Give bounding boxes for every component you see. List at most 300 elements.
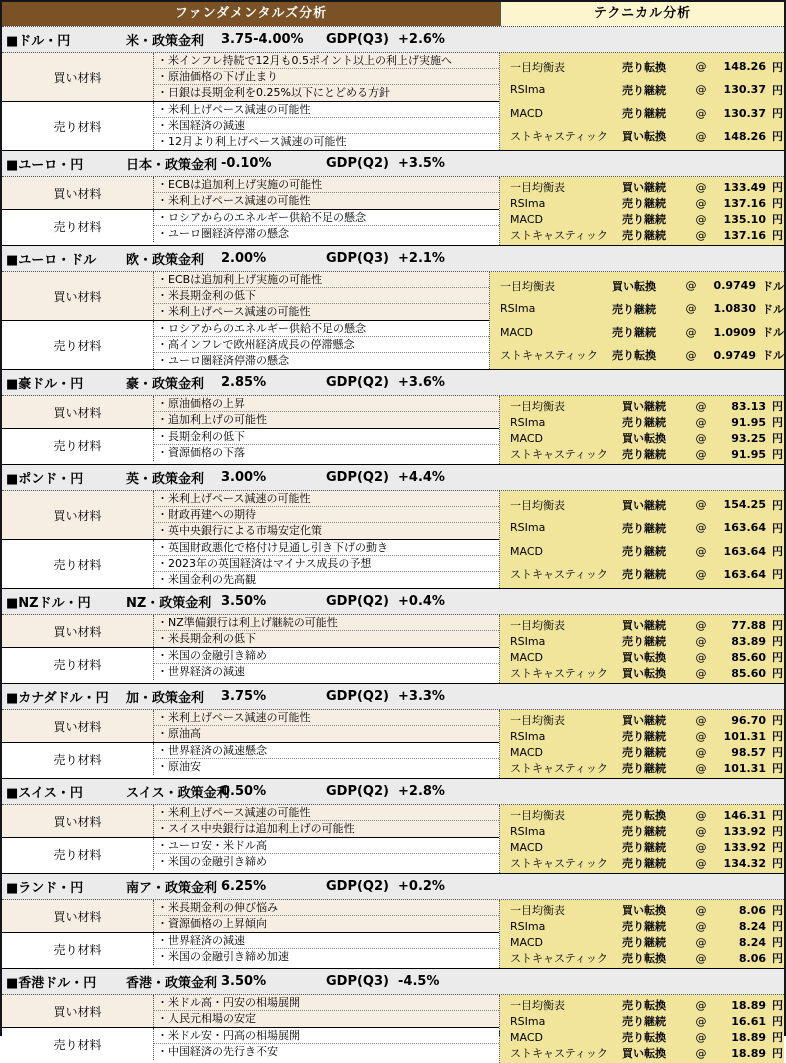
buy-materials-items xyxy=(154,396,499,428)
sell-materials-items xyxy=(154,838,499,870)
indicator-name: RSIma xyxy=(510,521,546,535)
buy-materials-items xyxy=(154,53,499,101)
at-symbol: @ xyxy=(695,228,707,242)
price-value: 130.37 xyxy=(723,83,766,97)
at-symbol: @ xyxy=(695,196,707,210)
at-symbol: @ xyxy=(685,302,697,316)
pair-name: ■ユーロ・ドル xyxy=(6,253,97,268)
buy-materials-items xyxy=(154,272,489,320)
indicator-name: ストキャスティック xyxy=(510,229,608,242)
price-value: 133.49 xyxy=(723,180,766,194)
sell-materials-group xyxy=(2,539,499,588)
materials-table xyxy=(2,53,500,150)
buy-materials-group xyxy=(2,272,489,320)
technical-indicator-row xyxy=(500,934,784,950)
price-value: 133.92 xyxy=(723,840,766,854)
currency-block xyxy=(2,683,784,778)
indicator-name: ストキャスティック xyxy=(510,130,608,144)
currency-block-body xyxy=(2,272,784,369)
indicator-name: RSIma xyxy=(510,1014,546,1028)
currency-unit: 円 xyxy=(772,498,783,512)
price-value: 83.89 xyxy=(731,634,766,648)
buy-materials-label: 買い材料 xyxy=(2,615,154,647)
at-symbol: @ xyxy=(695,729,707,743)
at-symbol: @ xyxy=(695,544,707,558)
indicator-name: 一目均衡表 xyxy=(500,279,555,293)
indicator-name: 一目均衡表 xyxy=(510,400,565,413)
currency-block-header xyxy=(2,779,784,805)
gdp-value: +4.4% xyxy=(398,470,445,485)
indicator-name: ストキャスティック xyxy=(510,857,608,870)
currency-unit: 円 xyxy=(772,83,783,97)
gdp-label: GDP(Q2) xyxy=(326,470,389,485)
currency-block-header xyxy=(2,151,784,177)
indicator-name: ストキャスティック xyxy=(500,349,598,363)
currency-block xyxy=(2,369,784,464)
material-item: ・ユーロ安・米ドル高 xyxy=(154,838,499,854)
buy-materials-group xyxy=(2,710,499,742)
technical-panel xyxy=(490,272,784,369)
price-value: 137.16 xyxy=(723,196,766,210)
buy-materials-group xyxy=(2,53,499,101)
currency-block xyxy=(2,588,784,683)
buy-materials-items xyxy=(154,805,499,837)
currency-block-header xyxy=(2,589,784,615)
gdp-label: GDP(Q3) xyxy=(326,251,389,266)
gdp-value: +3.5% xyxy=(398,156,445,171)
sell-materials-group xyxy=(2,742,499,775)
technical-panel xyxy=(500,491,784,588)
currency-block xyxy=(2,150,784,245)
currency-unit: 円 xyxy=(772,130,783,144)
gdp-value: +2.1% xyxy=(398,251,445,266)
signal-label: 売り継続 xyxy=(622,107,666,121)
buy-materials-group xyxy=(2,995,499,1027)
technical-indicator-row xyxy=(500,78,784,101)
indicator-name: 一目均衡表 xyxy=(510,999,565,1012)
material-item: ・人民元相場の安定 xyxy=(157,1012,256,1025)
currency-unit: ドル xyxy=(762,279,784,293)
material-item: ・2023年の英国経済はマイナス成長の予想 xyxy=(154,556,499,572)
signal-label: 売り継続 xyxy=(622,1015,666,1028)
technical-indicator-row xyxy=(500,446,784,462)
technical-indicator-row xyxy=(500,516,784,539)
material-item: ・ECBは追加利上げ実施の可能性 xyxy=(154,177,499,193)
technical-indicator-row xyxy=(500,902,784,918)
policy-rate-value: 2.85% xyxy=(221,375,267,390)
currency-block-body xyxy=(2,995,784,1063)
buy-materials-label: 買い材料 xyxy=(2,491,154,539)
technical-indicator-row xyxy=(500,227,784,243)
currency-unit: 円 xyxy=(772,667,783,680)
buy-materials-items xyxy=(154,491,499,539)
price-value: 18.89 xyxy=(731,998,766,1012)
material-item: ・米国金利の先高観 xyxy=(157,573,256,586)
indicator-name: MACD xyxy=(510,650,543,664)
currency-block-header xyxy=(2,27,784,53)
at-symbol: @ xyxy=(695,212,707,226)
material-item: ・米長期金利の低下 xyxy=(154,288,489,304)
technical-panel xyxy=(500,177,784,245)
material-item: ・米利上げペース減速の可能性 xyxy=(154,491,499,507)
sell-materials-items xyxy=(154,210,499,242)
gdp-label: GDP(Q2) xyxy=(326,879,389,894)
sell-materials-label: 売り材料 xyxy=(2,540,154,588)
price-value: 8.06 xyxy=(738,951,766,965)
report-header xyxy=(2,2,784,27)
signal-label: 買い転換 xyxy=(622,904,666,917)
policy-rate-value: 3.50% xyxy=(221,594,267,609)
policy-rate-value: 0.50% xyxy=(221,784,267,799)
material-item: ・英国財政悪化で格付け見通し引き下げの動き xyxy=(154,540,499,556)
price-value: 96.70 xyxy=(731,713,766,727)
sell-materials-items xyxy=(154,321,489,369)
buy-materials-group xyxy=(2,491,499,539)
at-symbol: @ xyxy=(695,998,707,1012)
currency-unit: ドル xyxy=(762,326,784,340)
at-symbol: @ xyxy=(695,447,707,461)
signal-label: 売り継続 xyxy=(622,762,666,775)
currency-unit: 円 xyxy=(772,730,783,743)
gdp-value: +0.2% xyxy=(398,879,445,894)
price-value: 18.89 xyxy=(731,1046,766,1060)
indicator-name: MACD xyxy=(510,840,543,854)
price-value: 163.64 xyxy=(723,521,766,535)
technical-panel xyxy=(500,53,784,150)
technical-panel xyxy=(500,995,784,1063)
indicator-name: RSIma xyxy=(510,919,546,933)
sell-materials-label: 売り材料 xyxy=(2,321,154,369)
price-value: 8.06 xyxy=(738,903,766,917)
at-symbol: @ xyxy=(695,1030,707,1044)
policy-rate-label: 米・政策金利 xyxy=(126,34,205,49)
material-item: ・ECBは追加利上げ実施の可能性 xyxy=(154,272,489,288)
technical-indicator-row xyxy=(500,1029,784,1045)
indicator-name: MACD xyxy=(510,935,543,949)
at-symbol: @ xyxy=(695,634,707,648)
signal-label: 買い継続 xyxy=(622,498,666,512)
currency-unit: 円 xyxy=(772,1031,783,1044)
at-symbol: @ xyxy=(695,919,707,933)
material-item: ・NZ準備銀行は利上げ継続の可能性 xyxy=(154,615,499,631)
technical-indicator-row xyxy=(500,617,784,633)
indicator-name: RSIma xyxy=(510,634,546,648)
currency-unit: 円 xyxy=(772,809,783,822)
technical-section-title: テクニカル分析 xyxy=(500,2,784,26)
policy-rate-value: 3.75-4.00% xyxy=(221,32,304,47)
at-symbol: @ xyxy=(695,856,707,870)
material-item: ・米国経済の減速 xyxy=(154,118,499,134)
at-symbol: @ xyxy=(695,745,707,759)
signal-label: 買い転換 xyxy=(622,667,666,680)
technical-indicator-row xyxy=(500,823,784,839)
material-item: ・米長期金利の低下 xyxy=(157,632,256,645)
sell-materials-label: 売り材料 xyxy=(2,429,154,461)
at-symbol: @ xyxy=(695,521,707,535)
signal-label: 買い転換 xyxy=(622,651,666,664)
signal-label: 買い継続 xyxy=(622,181,666,194)
indicator-name: ストキャスティック xyxy=(510,1047,608,1060)
price-value: 8.24 xyxy=(738,919,766,933)
currency-unit: ドル xyxy=(762,349,784,363)
pair-name: ■香港ドル・円 xyxy=(6,976,97,991)
technical-indicator-row xyxy=(500,855,784,871)
sell-materials-group xyxy=(2,428,499,461)
gdp-value: +2.8% xyxy=(398,784,445,799)
technical-panel xyxy=(500,900,784,968)
currency-unit: 円 xyxy=(772,936,783,949)
price-value: 77.88 xyxy=(731,618,766,632)
technical-indicator-row xyxy=(490,274,784,297)
currency-unit: 円 xyxy=(772,920,783,933)
signal-label: 売り継続 xyxy=(622,213,666,226)
technical-indicator-row xyxy=(500,195,784,211)
currency-unit: 円 xyxy=(772,999,783,1012)
sell-materials-label: 売り材料 xyxy=(2,1028,154,1060)
materials-table xyxy=(2,615,500,683)
indicator-name: RSIma xyxy=(510,196,546,210)
price-value: 93.25 xyxy=(731,431,766,445)
technical-indicator-row xyxy=(500,102,784,125)
gdp-label: GDP(Q2) xyxy=(326,784,389,799)
signal-label: 売り継続 xyxy=(622,197,666,210)
buy-materials-group xyxy=(2,615,499,647)
technical-indicator-row xyxy=(500,179,784,195)
policy-rate-label: 欧・政策金利 xyxy=(126,253,205,268)
currency-block xyxy=(2,464,784,588)
sell-materials-items xyxy=(154,743,499,775)
technical-indicator-row xyxy=(500,712,784,728)
technical-indicator-row xyxy=(500,918,784,934)
sell-materials-items xyxy=(154,933,499,965)
currency-block xyxy=(2,873,784,968)
policy-rate-value: 3.75% xyxy=(221,689,267,704)
currency-unit: 円 xyxy=(772,448,783,461)
currency-block-header xyxy=(2,246,784,272)
price-value: 154.25 xyxy=(723,498,766,512)
policy-rate-label: 英・政策金利 xyxy=(126,472,205,487)
signal-label: 売り転換 xyxy=(612,349,656,363)
currency-unit: 円 xyxy=(772,825,783,838)
price-value: 91.95 xyxy=(731,447,766,461)
currency-unit: 円 xyxy=(772,181,783,194)
materials-table xyxy=(2,396,500,464)
currency-unit: 円 xyxy=(772,904,783,917)
signal-label: 売り継続 xyxy=(622,545,666,559)
sell-materials-label: 売り材料 xyxy=(2,210,154,242)
signal-label: 買い転換 xyxy=(612,279,656,293)
technical-indicator-row xyxy=(500,744,784,760)
signal-label: 売り継続 xyxy=(622,825,666,838)
gdp-label: GDP(Q2) xyxy=(326,594,389,609)
policy-rate-label: 南ア・政策金利 xyxy=(126,881,218,896)
indicator-name: 一目均衡表 xyxy=(510,60,565,74)
material-item: ・スイス中央銀行は追加利上げの可能性 xyxy=(157,822,355,835)
gdp-value: +2.6% xyxy=(398,32,445,47)
signal-label: 売り転換 xyxy=(622,809,666,822)
currency-unit: 円 xyxy=(772,107,783,121)
gdp-label: GDP(Q2) xyxy=(326,156,389,171)
signal-label: 売り継続 xyxy=(622,857,666,870)
technical-indicator-row xyxy=(500,414,784,430)
materials-table xyxy=(2,900,500,968)
currency-unit: 円 xyxy=(772,432,783,445)
indicator-name: MACD xyxy=(510,745,543,759)
policy-rate-value: 2.00% xyxy=(221,251,267,266)
material-item: ・ロシアからのエネルギー供給不足の懸念 xyxy=(154,210,499,226)
gdp-label: GDP(Q3) xyxy=(326,32,389,47)
price-value: 0.9749 xyxy=(713,279,756,293)
at-symbol: @ xyxy=(695,431,707,445)
policy-rate-label: NZ・政策金利 xyxy=(126,596,212,611)
technical-indicator-row xyxy=(500,55,784,78)
fundamentals-section-title: ファンダメンタルズ分析 xyxy=(2,2,500,26)
pair-name: ■ユーロ・円 xyxy=(6,158,84,173)
indicator-name: ストキャスティック xyxy=(510,448,608,461)
currency-block-header xyxy=(2,874,784,900)
material-item: ・資源価格の上昇傾向 xyxy=(157,917,267,930)
currency-block-body xyxy=(2,615,784,683)
currency-unit: 円 xyxy=(772,619,783,632)
material-item: ・原油高 xyxy=(157,727,201,740)
material-item: ・ユーロ圏経済停滞の懸念 xyxy=(157,227,289,240)
indicator-name: ストキャスティック xyxy=(510,568,608,582)
currency-block-body xyxy=(2,53,784,150)
sell-materials-group xyxy=(2,647,499,680)
sell-materials-items xyxy=(154,540,499,588)
technical-indicator-row xyxy=(500,211,784,227)
indicator-name: 一目均衡表 xyxy=(510,619,565,632)
price-value: 137.16 xyxy=(723,228,766,242)
currency-unit: 円 xyxy=(772,1015,783,1028)
buy-materials-items xyxy=(154,177,499,209)
technical-indicator-row xyxy=(500,563,784,586)
currency-block-header xyxy=(2,465,784,491)
technical-indicator-row xyxy=(490,321,784,344)
at-symbol: @ xyxy=(685,348,697,362)
materials-table xyxy=(2,805,500,873)
at-symbol: @ xyxy=(695,618,707,632)
at-symbol: @ xyxy=(685,325,697,339)
signal-label: 買い転換 xyxy=(622,432,666,445)
materials-table xyxy=(2,272,490,369)
sell-materials-label: 売り材料 xyxy=(2,838,154,870)
price-value: 148.26 xyxy=(723,129,766,143)
pair-name: ■ランド・円 xyxy=(6,881,84,896)
sell-materials-label: 売り材料 xyxy=(2,743,154,775)
indicator-name: ストキャスティック xyxy=(510,667,608,680)
price-value: 101.31 xyxy=(723,761,766,775)
indicator-name: RSIma xyxy=(510,824,546,838)
technical-indicator-row xyxy=(500,633,784,649)
buy-materials-label: 買い材料 xyxy=(2,53,154,101)
sell-materials-label: 売り材料 xyxy=(2,102,154,150)
gdp-value: +0.4% xyxy=(398,594,445,609)
at-symbol: @ xyxy=(695,808,707,822)
material-item: ・米利上げペース減速の可能性 xyxy=(157,305,311,318)
currency-unit: 円 xyxy=(772,714,783,727)
currency-unit: 円 xyxy=(772,746,783,759)
currency-unit: 円 xyxy=(772,400,783,413)
technical-indicator-row xyxy=(500,839,784,855)
buy-materials-group xyxy=(2,805,499,837)
sell-materials-group xyxy=(2,209,499,242)
material-item: ・原油安 xyxy=(157,760,201,773)
technical-indicator-row xyxy=(500,1045,784,1061)
price-value: 101.31 xyxy=(723,729,766,743)
technical-indicator-row xyxy=(500,665,784,681)
sell-materials-group xyxy=(2,320,489,369)
currency-unit: 円 xyxy=(772,841,783,854)
material-item: ・高インフレで欧州経済成長の停滞懸念 xyxy=(154,337,489,353)
currency-block xyxy=(2,245,784,369)
material-item: ・長期金利の低下 xyxy=(154,429,499,445)
signal-label: 売り継続 xyxy=(622,448,666,461)
buy-materials-items xyxy=(154,995,499,1027)
signal-label: 売り継続 xyxy=(622,568,666,582)
material-item: ・英中央銀行による市場安定化策 xyxy=(157,524,322,537)
material-item: ・中国経済の先行き不安 xyxy=(157,1045,278,1058)
buy-materials-label: 買い材料 xyxy=(2,900,154,932)
currency-unit: 円 xyxy=(772,213,783,226)
pair-name: ■ポンド・円 xyxy=(6,472,84,487)
material-item: ・米利上げペース減速の可能性 xyxy=(154,805,499,821)
currency-block-body xyxy=(2,710,784,778)
currency-unit: 円 xyxy=(772,568,783,582)
gdp-label: GDP(Q2) xyxy=(326,689,389,704)
technical-indicator-row xyxy=(500,493,784,516)
buy-materials-label: 買い材料 xyxy=(2,177,154,209)
policy-rate-value: -0.10% xyxy=(221,156,272,171)
indicator-name: RSIma xyxy=(510,83,546,97)
signal-label: 売り継続 xyxy=(612,302,656,316)
currency-unit: 円 xyxy=(772,1047,783,1060)
currency-block xyxy=(2,968,784,1063)
technical-indicator-row xyxy=(500,1013,784,1029)
price-value: 163.64 xyxy=(723,567,766,581)
price-value: 83.13 xyxy=(731,399,766,413)
pair-name: ■豪ドル・円 xyxy=(6,377,84,392)
signal-label: 売り継続 xyxy=(612,326,656,340)
currency-block-header xyxy=(2,370,784,396)
signal-label: 売り転換 xyxy=(622,952,666,965)
materials-table xyxy=(2,710,500,778)
sell-materials-items xyxy=(154,429,499,461)
pair-name: ■スイス・円 xyxy=(6,786,83,801)
material-item: ・米国の金融引き締め xyxy=(157,855,267,868)
sell-materials-items xyxy=(154,648,499,680)
currency-block-body xyxy=(2,491,784,588)
technical-indicator-row xyxy=(500,950,784,966)
material-item: ・日銀は長期金利を0.25%以下にとどめる方針 xyxy=(157,86,390,99)
currency-block xyxy=(2,778,784,873)
policy-rate-value: 6.25% xyxy=(221,879,267,894)
material-item: ・米利上げペース減速の可能性 xyxy=(154,102,499,118)
indicator-name: 一目均衡表 xyxy=(510,904,565,917)
gdp-label: GDP(Q3) xyxy=(326,974,389,989)
pair-name: ■カナダドル・円 xyxy=(6,691,109,706)
sell-materials-label: 売り材料 xyxy=(2,933,154,965)
at-symbol: @ xyxy=(695,129,707,143)
price-value: 1.0830 xyxy=(713,302,756,316)
currency-unit: 円 xyxy=(772,857,783,870)
material-item: ・米利上げペース減速の可能性 xyxy=(157,194,311,207)
indicator-name: 一目均衡表 xyxy=(510,714,565,727)
policy-rate-value: 3.00% xyxy=(221,470,267,485)
signal-label: 買い転換 xyxy=(622,1047,666,1060)
sell-materials-label: 売り材料 xyxy=(2,648,154,680)
buy-materials-label: 買い材料 xyxy=(2,272,154,320)
